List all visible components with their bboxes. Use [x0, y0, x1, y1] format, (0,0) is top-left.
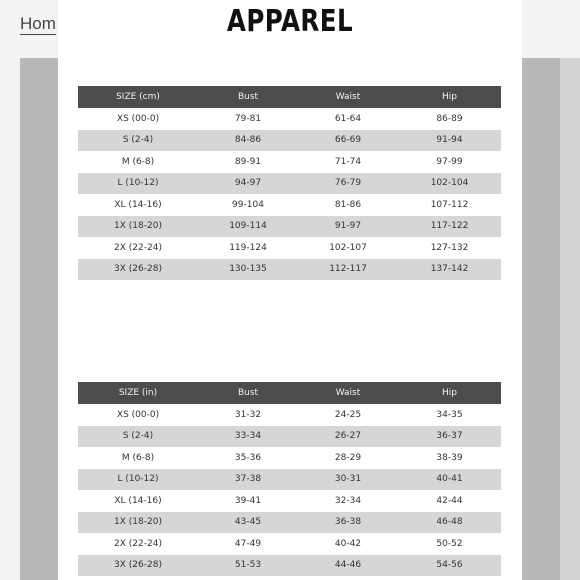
header-waist: Waist	[298, 382, 398, 404]
cell-size: 3X (26-28)	[78, 259, 198, 281]
cell-waist: 61-64	[298, 108, 398, 130]
cell-size: 3X (26-28)	[78, 555, 198, 577]
table-row	[78, 426, 501, 448]
cell-hip: 42-44	[398, 490, 501, 512]
table-row	[78, 533, 501, 555]
cell-waist: 24-25	[298, 404, 398, 426]
table-row	[78, 173, 501, 195]
cell-waist: 81-86	[298, 194, 398, 216]
cell-bust: 79-81	[198, 108, 298, 130]
cell-waist: 32-34	[298, 490, 398, 512]
cell-size: 1X (18-20)	[78, 216, 198, 238]
table-header-row	[78, 382, 501, 404]
table-row	[78, 151, 501, 173]
header-hip: Hip	[398, 382, 501, 404]
cell-hip: 86-89	[398, 108, 501, 130]
size-table-cm	[78, 86, 501, 280]
cell-hip: 137-142	[398, 259, 501, 281]
cell-waist: 44-46	[298, 555, 398, 577]
header-waist: Waist	[298, 86, 398, 108]
table-row	[78, 237, 501, 259]
cell-size: 2X (22-24)	[78, 533, 198, 555]
table-row	[78, 555, 501, 577]
cell-hip: 107-112	[398, 194, 501, 216]
cell-bust: 99-104	[198, 194, 298, 216]
cell-bust: 130-135	[198, 259, 298, 281]
table-row	[78, 259, 501, 281]
cell-size: 2X (22-24)	[78, 237, 198, 259]
cell-bust: 89-91	[198, 151, 298, 173]
table-row	[78, 404, 501, 426]
header-hip: Hip	[398, 86, 501, 108]
cell-hip: 117-122	[398, 216, 501, 238]
cell-size: XS (00-0)	[78, 108, 198, 130]
cell-bust: 33-34	[198, 426, 298, 448]
cell-size: L (10-12)	[78, 173, 198, 195]
cell-hip: 91-94	[398, 130, 501, 152]
table-header-row	[78, 86, 501, 108]
table-row	[78, 194, 501, 216]
cell-size: XS (00-0)	[78, 404, 198, 426]
cell-bust: 94-97	[198, 173, 298, 195]
header-bust: Bust	[198, 86, 298, 108]
cell-size: XL (14-16)	[78, 194, 198, 216]
cell-waist: 28-29	[298, 447, 398, 469]
cell-hip: 36-37	[398, 426, 501, 448]
cell-waist: 26-27	[298, 426, 398, 448]
cell-size: L (10-12)	[78, 469, 198, 491]
cell-bust: 84-86	[198, 130, 298, 152]
cell-bust: 109-114	[198, 216, 298, 238]
cell-hip: 50-52	[398, 533, 501, 555]
cell-hip: 54-56	[398, 555, 501, 577]
cell-bust: 47-49	[198, 533, 298, 555]
cell-waist: 71-74	[298, 151, 398, 173]
cell-waist: 102-107	[298, 237, 398, 259]
cell-waist: 91-97	[298, 216, 398, 238]
cell-bust: 37-38	[198, 469, 298, 491]
size-chart-image	[58, 0, 522, 580]
cell-hip: 38-39	[398, 447, 501, 469]
cell-hip: 97-99	[398, 151, 501, 173]
cell-bust: 39-41	[198, 490, 298, 512]
table-row	[78, 512, 501, 534]
cell-waist: 66-69	[298, 130, 398, 152]
cell-size: XL (14-16)	[78, 490, 198, 512]
table-row	[78, 490, 501, 512]
cell-waist: 36-38	[298, 512, 398, 534]
header-size: SIZE (in)	[78, 382, 198, 404]
backdrop-right-strip	[560, 58, 580, 580]
cell-size: 1X (18-20)	[78, 512, 198, 534]
cell-bust: 119-124	[198, 237, 298, 259]
header-bust: Bust	[198, 382, 298, 404]
cell-hip: 46-48	[398, 512, 501, 534]
cell-hip: 127-132	[398, 237, 501, 259]
cell-bust: 35-36	[198, 447, 298, 469]
size-table-in	[78, 382, 501, 576]
cell-size: M (6-8)	[78, 151, 198, 173]
cell-bust: 43-45	[198, 512, 298, 534]
table-row	[78, 130, 501, 152]
cell-waist: 30-31	[298, 469, 398, 491]
cell-size: M (6-8)	[78, 447, 198, 469]
cell-waist: 112-117	[298, 259, 398, 281]
cell-bust: 31-32	[198, 404, 298, 426]
header-size: SIZE (cm)	[78, 86, 198, 108]
breadcrumb-home-link[interactable]: Hom	[20, 14, 56, 33]
cell-waist: 76-79	[298, 173, 398, 195]
cell-hip: 34-35	[398, 404, 501, 426]
cell-size: S (2-4)	[78, 426, 198, 448]
brand-title: APPAREL	[226, 4, 354, 39]
table-row	[78, 216, 501, 238]
table-row	[78, 469, 501, 491]
cell-bust: 51-53	[198, 555, 298, 577]
cell-hip: 40-41	[398, 469, 501, 491]
cell-hip: 102-104	[398, 173, 501, 195]
cell-waist: 40-42	[298, 533, 398, 555]
table-row	[78, 108, 501, 130]
table-row	[78, 447, 501, 469]
cell-size: S (2-4)	[78, 130, 198, 152]
